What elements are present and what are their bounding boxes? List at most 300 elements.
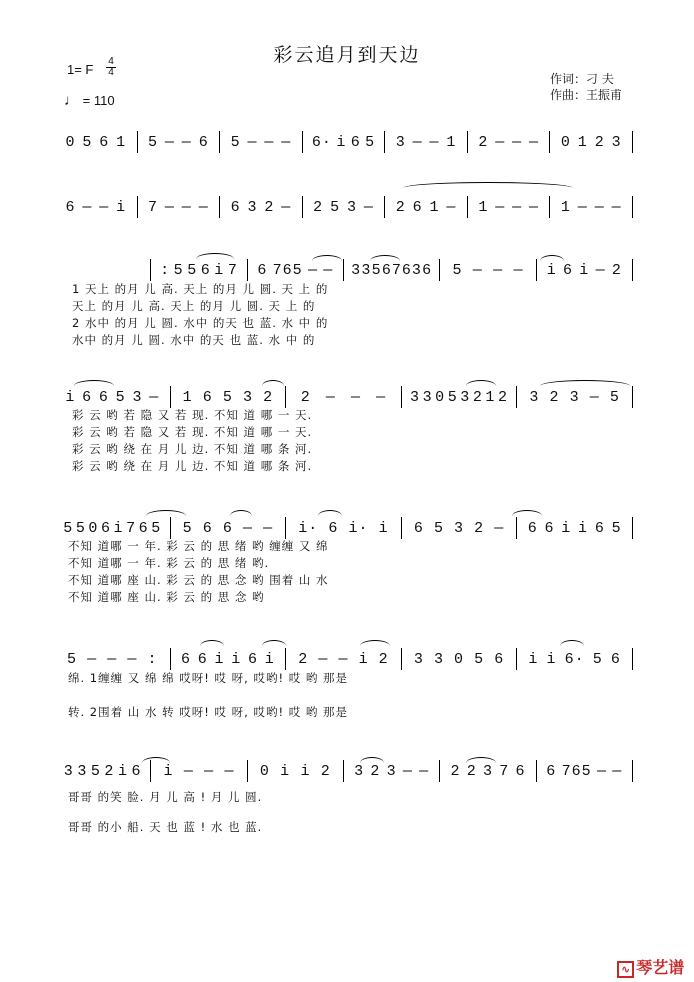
notation-line (62, 129, 640, 155)
note: 2 (264, 198, 275, 216)
note: 5 (151, 519, 162, 537)
note: i· (348, 519, 369, 537)
measure (409, 651, 510, 668)
note: i (214, 650, 225, 668)
note: 6 (494, 650, 505, 668)
note: — (472, 261, 483, 279)
note: i (231, 650, 242, 668)
note: 5 (230, 133, 241, 151)
note: 6 (202, 388, 213, 406)
note: 1 (478, 198, 489, 216)
note: 3 (454, 519, 465, 537)
measure (62, 389, 163, 406)
logo-text: 琴艺谱 (636, 958, 685, 977)
measure (392, 134, 460, 151)
measure (557, 199, 625, 216)
lyric-line: 1 天上 的月 儿 高. 天上 的月 儿 圆. 天 上 的 (72, 282, 329, 296)
note: 7 (148, 198, 159, 216)
note: 6 (198, 133, 209, 151)
measure (310, 134, 378, 151)
note: 2 (611, 261, 622, 279)
note: — (82, 198, 93, 216)
note: : (160, 261, 171, 279)
note: 5 (75, 519, 86, 537)
note: 3 (63, 762, 74, 780)
lyric-line: 彩 云 哟 绕 在 月 儿 边. 不知 道 哪 条 河. (72, 442, 313, 456)
slur-mark (74, 380, 114, 386)
note: 765 (561, 762, 592, 780)
note: — (589, 388, 600, 406)
note: — (181, 133, 192, 151)
measure (178, 651, 279, 668)
lyric-line: 不知 道哪 座 山. 彩 云 的 思 念 哟 围着 山 水 (68, 573, 329, 587)
note: i (336, 133, 347, 151)
note: 6 (257, 261, 268, 279)
measure (62, 763, 143, 780)
note: — (351, 388, 362, 406)
note: — (164, 198, 175, 216)
lyric-line: 彩 云 哟 若 隐 又 若 现. 不知 道 哪 一 天. (72, 425, 313, 439)
measure (62, 520, 163, 537)
note: i (358, 650, 369, 668)
barline (219, 196, 220, 218)
barline (439, 760, 440, 782)
note: 6 (202, 519, 213, 537)
note: 2 (549, 388, 560, 406)
measure (255, 262, 336, 279)
measure (392, 199, 460, 216)
lyric-line: 彩 云 哟 若 隐 又 若 现. 不知 道 哪 一 天. (72, 408, 313, 422)
note: 6 (328, 519, 339, 537)
note: 3 (132, 388, 143, 406)
note: — (363, 198, 374, 216)
barline (401, 517, 402, 539)
note: i (117, 762, 128, 780)
note: i (546, 650, 557, 668)
slur-mark (142, 757, 170, 763)
note: 7 (227, 261, 238, 279)
note: 6 (222, 519, 233, 537)
barline (632, 259, 633, 281)
note: — (242, 519, 253, 537)
barline (516, 386, 517, 408)
note: — (446, 198, 457, 216)
time-denominator: 4 (108, 67, 114, 78)
note: i· (298, 519, 319, 537)
note: 6 (200, 261, 211, 279)
barline (150, 259, 151, 281)
measure (524, 389, 625, 406)
note: i (264, 650, 275, 668)
measure (293, 520, 394, 537)
note: 5 (330, 198, 341, 216)
barline (137, 131, 138, 153)
measure (178, 389, 279, 406)
note: — (577, 198, 588, 216)
barline (384, 131, 385, 153)
slur-mark (262, 380, 284, 386)
note: — (612, 762, 623, 780)
note: 6 (82, 388, 93, 406)
note: i (65, 388, 76, 406)
note: i (546, 261, 557, 279)
measure (145, 199, 213, 216)
note: 2 (370, 762, 381, 780)
note: 7 (126, 519, 137, 537)
note: 2 (300, 388, 311, 406)
barline (516, 517, 517, 539)
note: — (495, 198, 506, 216)
measure (351, 763, 432, 780)
note: — (512, 133, 523, 151)
note: 6 (100, 519, 111, 537)
note: — (611, 198, 622, 216)
slur-mark (466, 380, 496, 386)
note: 3 (351, 261, 362, 279)
barline (302, 131, 303, 153)
note: 6 (138, 519, 149, 537)
note: 6 (98, 388, 109, 406)
note: 6 (131, 762, 142, 780)
measure (351, 262, 432, 279)
note: 2 (313, 198, 324, 216)
note: — (107, 650, 118, 668)
lyric-line: 哥哥 的小 船. 天 也 蓝 ! 水 也 蓝. (68, 820, 263, 834)
tempo-value: = 110 (82, 93, 115, 108)
note: 5 (115, 388, 126, 406)
lyricist-credit: 作词：刁 夫 (550, 72, 614, 86)
note: 6 (350, 133, 361, 151)
note: — (318, 650, 329, 668)
note: 0 (435, 388, 446, 406)
note: 2 (263, 388, 274, 406)
barline (536, 259, 537, 281)
note: — (529, 133, 540, 151)
note: i (116, 198, 127, 216)
note: — (149, 388, 160, 406)
lyric-line: 不知 道哪 座 山. 彩 云 的 思 念 哟 (68, 590, 265, 604)
lyric-line: 不知 道哪 一 年. 彩 云 的 思 绪 哟 缠缠 又 绵 (68, 539, 329, 553)
measure (62, 199, 130, 216)
note: 3 (460, 388, 471, 406)
note: 3 (346, 198, 357, 216)
note: 2 (320, 762, 331, 780)
barline (343, 259, 344, 281)
note: 1 (182, 388, 193, 406)
note: 5 (187, 261, 198, 279)
barline (467, 196, 468, 218)
slur-mark (360, 757, 384, 763)
barline (632, 131, 633, 153)
note: — (323, 261, 334, 279)
slur-mark (196, 253, 234, 259)
note: — (183, 762, 194, 780)
measure (524, 651, 625, 668)
note: i (378, 519, 389, 537)
note: 5 (82, 133, 93, 151)
note: 3 (77, 762, 88, 780)
note: — (338, 650, 349, 668)
note: — (247, 133, 258, 151)
measure (62, 651, 163, 668)
note: — (376, 388, 387, 406)
note: 1 (429, 198, 440, 216)
notation-line (62, 194, 640, 220)
measure (62, 134, 130, 151)
note: i (163, 762, 174, 780)
note: — (595, 261, 606, 279)
slur-mark (360, 640, 390, 646)
barline (536, 760, 537, 782)
note: 5 (474, 650, 485, 668)
quarter-note-icon: ♩ (64, 92, 79, 109)
note: — (596, 762, 607, 780)
note: 6 (422, 261, 433, 279)
barline (384, 196, 385, 218)
measure (409, 389, 510, 406)
note: — (419, 762, 430, 780)
note: 2 (474, 519, 485, 537)
note: i (578, 519, 589, 537)
note: 3 (386, 762, 397, 780)
note: 3 (482, 762, 493, 780)
note: 7 (499, 762, 510, 780)
note: 6 (515, 762, 526, 780)
note: 0 (454, 650, 465, 668)
note: — (402, 762, 413, 780)
song-title: 彩云追月到天边 (273, 44, 421, 66)
note: — (224, 762, 235, 780)
note: 3 (422, 388, 433, 406)
note: 6 (544, 519, 555, 537)
slur-mark (312, 255, 342, 261)
note: — (281, 198, 292, 216)
note: — (325, 388, 336, 406)
note: — (307, 261, 318, 279)
note: 1 (485, 388, 496, 406)
slur-mark (540, 255, 564, 261)
note: 6 (230, 198, 241, 216)
composer-credit: 作曲：王振甫 (550, 88, 623, 102)
note: i (280, 762, 291, 780)
note: 6 (546, 762, 557, 780)
note: 6 (594, 519, 605, 537)
note: 3 (413, 650, 424, 668)
note: 5 (433, 519, 444, 537)
note: — (529, 198, 540, 216)
barline (401, 648, 402, 670)
time-numerator: 4 (108, 56, 114, 67)
note: 6· (311, 133, 332, 151)
note: 6 (563, 261, 574, 279)
note: 2 (378, 650, 389, 668)
note: — (264, 133, 275, 151)
barline (137, 196, 138, 218)
note: 5 (148, 133, 159, 151)
logo-mark-icon: ∿ (617, 961, 634, 978)
measure (524, 520, 625, 537)
barline (439, 259, 440, 281)
note: 2 (594, 133, 605, 151)
barline (302, 196, 303, 218)
slur-mark (230, 510, 252, 516)
measure (158, 763, 239, 780)
note: 1 (560, 198, 571, 216)
barline (632, 760, 633, 782)
note: 2 (395, 198, 406, 216)
barline (401, 386, 402, 408)
note: i (528, 650, 539, 668)
note: i (579, 261, 590, 279)
note: 5 (365, 133, 376, 151)
measure (447, 763, 528, 780)
measure (475, 199, 543, 216)
note: 3 (611, 133, 622, 151)
note: 6 (248, 650, 259, 668)
note: 3 (433, 650, 444, 668)
note: — (99, 198, 110, 216)
barline (632, 648, 633, 670)
note: 2 (104, 762, 115, 780)
slur-mark (200, 640, 224, 646)
barline (549, 131, 550, 153)
measure (447, 262, 528, 279)
barline (467, 131, 468, 153)
lyric-line: 天上 的月 儿 高. 天上 的月 儿 圆. 天 上 的 (72, 299, 316, 313)
barline (632, 196, 633, 218)
note: 765 (272, 261, 303, 279)
key-signature: 1= F (67, 62, 94, 77)
note: 3 (395, 133, 406, 151)
barline (549, 196, 550, 218)
barline (516, 648, 517, 670)
barline (632, 386, 633, 408)
note: — (513, 261, 524, 279)
lyric-line: 水中 的月 儿 圆. 水中 的天 也 蓝. 水 中 的 (72, 333, 316, 347)
note: i (113, 519, 124, 537)
barline (219, 131, 220, 153)
note: 5 (447, 388, 458, 406)
note: — (494, 519, 505, 537)
note: 5 (592, 650, 603, 668)
barline (285, 648, 286, 670)
note: — (164, 133, 175, 151)
note: 2 (478, 133, 489, 151)
measure (293, 389, 394, 406)
measure (227, 199, 295, 216)
slur-mark (560, 640, 584, 646)
note: 3 (569, 388, 580, 406)
note: 5 (611, 519, 622, 537)
barline (170, 386, 171, 408)
slur-mark (540, 380, 630, 386)
measure (158, 262, 239, 279)
note: 2 (497, 388, 508, 406)
measure (255, 763, 336, 780)
note: 6 (413, 519, 424, 537)
note: 1 (446, 133, 457, 151)
slur-mark (318, 510, 342, 516)
note: 6 (180, 650, 191, 668)
note: 0 (88, 519, 99, 537)
lyric-line: 2 水中 的月 儿 圆. 水中 的天 也 蓝. 水 中 的 (72, 316, 329, 330)
barline (150, 760, 151, 782)
tempo-marking (64, 92, 115, 109)
note: — (512, 198, 523, 216)
note: — (263, 519, 274, 537)
measure (227, 134, 295, 151)
barline (247, 760, 248, 782)
note: 2 (466, 762, 477, 780)
note: i (214, 261, 225, 279)
note: — (127, 650, 138, 668)
slur-mark (146, 510, 186, 516)
barline (170, 648, 171, 670)
measure (310, 199, 378, 216)
barline (247, 259, 248, 281)
note: 6 (527, 519, 538, 537)
note: — (181, 198, 192, 216)
note: — (493, 261, 504, 279)
note: : (147, 650, 158, 668)
note: 6 (99, 133, 110, 151)
note: 0 (259, 762, 270, 780)
note: 5 (371, 261, 382, 279)
notation-line (62, 646, 640, 672)
slur-mark (370, 255, 400, 261)
note: 6 (65, 198, 76, 216)
barline (343, 760, 344, 782)
lyric-line: 不知 道哪 一 年. 彩 云 的 思 绪 哟. (68, 556, 270, 570)
note: 2 (298, 650, 309, 668)
note: 3 (529, 388, 540, 406)
measure (544, 262, 625, 279)
note: i (561, 519, 572, 537)
slur-mark (466, 757, 496, 763)
note: — (204, 762, 215, 780)
note: 0 (65, 133, 76, 151)
barline (285, 386, 286, 408)
note: — (87, 650, 98, 668)
note: 5 (63, 519, 74, 537)
measure (145, 134, 213, 151)
lyric-line: 绵. 1缠缠 又 绵 绵 哎呀! 哎 呀, 哎哟! 哎 哟 那是 (68, 671, 349, 685)
barline (170, 517, 171, 539)
note: — (429, 133, 440, 151)
note: — (594, 198, 605, 216)
note: 3 (354, 762, 365, 780)
note: 3 (242, 388, 253, 406)
note: 5 (173, 261, 184, 279)
note: 2 (472, 388, 483, 406)
barline (285, 517, 286, 539)
site-logo (617, 955, 684, 978)
note: i (300, 762, 311, 780)
note: 6· (564, 650, 585, 668)
note: 3 (361, 261, 372, 279)
measure (293, 651, 394, 668)
note: 5 (222, 388, 233, 406)
note: 5 (452, 261, 463, 279)
note: 5 (609, 388, 620, 406)
note: 0 (560, 133, 571, 151)
note: 5 (182, 519, 193, 537)
note: 6 (412, 198, 423, 216)
note: 2 (450, 762, 461, 780)
lyric-line: 哥哥 的笑 脸. 月 儿 高 ! 月 儿 圆. (68, 790, 263, 804)
note: — (495, 133, 506, 151)
measure (544, 763, 625, 780)
